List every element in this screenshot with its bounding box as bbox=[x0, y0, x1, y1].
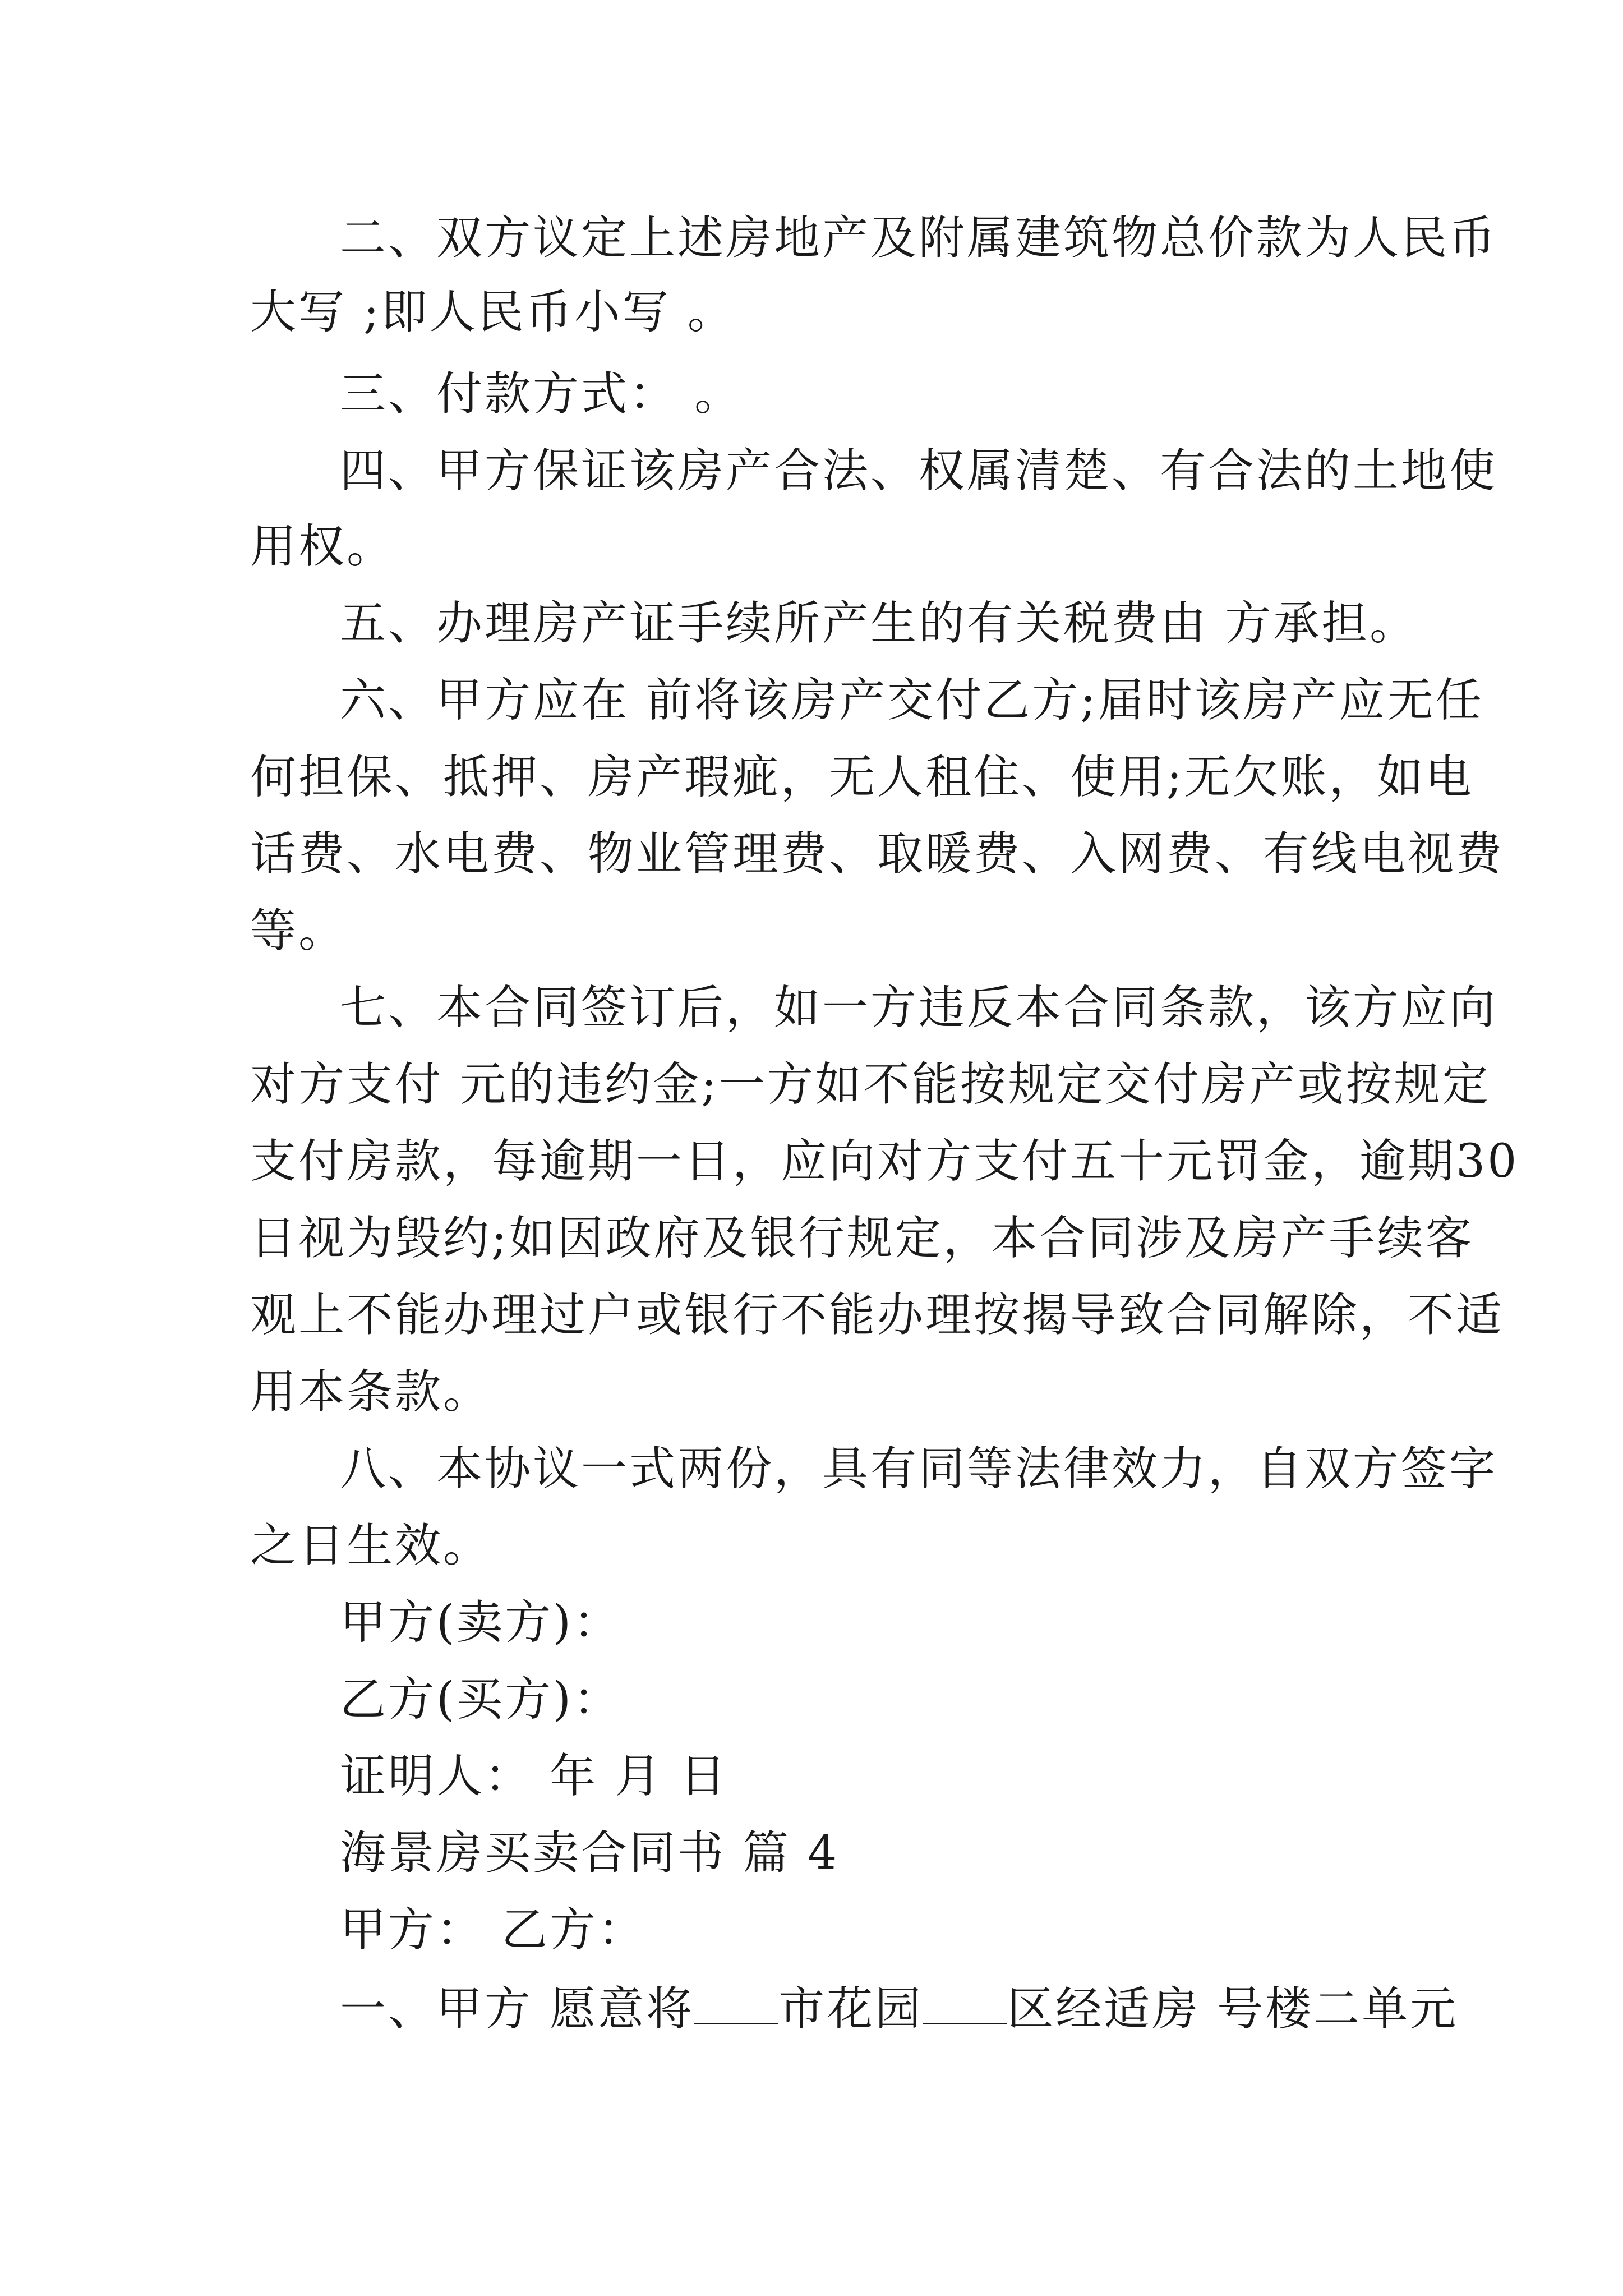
text-line: 支付房款，每逾期一日，应向对方支付五十元罚金，逾期30 bbox=[250, 1135, 1519, 1188]
text-segment: 区经适房 号楼二单元 bbox=[1007, 1982, 1459, 2036]
text-line bbox=[340, 1979, 1458, 2035]
text-line: 等。 bbox=[250, 904, 347, 958]
text-segment: 市花园 bbox=[778, 1982, 924, 2036]
blank-underline bbox=[694, 1979, 778, 2024]
text-line: 何担保、抵押、房产瑕疵，无人租住、使用;无欠账，如电 bbox=[250, 751, 1474, 804]
text-line: 乙方(买方)： bbox=[340, 1673, 621, 1726]
text-line: 六、甲方应在 前将该房产交付乙方;届时该房产应无任 bbox=[340, 674, 1484, 727]
text-line: 证明人： 年 月 日 bbox=[340, 1750, 728, 1803]
text-line: 对方支付 元的违约金;一方如不能按规定交付房产或按规定 bbox=[250, 1058, 1491, 1111]
text-line: 日视为毁约;如因政府及银行规定，本合同涉及房产手续客 bbox=[250, 1212, 1474, 1265]
text-line: 用权。 bbox=[250, 520, 395, 573]
text-line: 四、甲方保证该房产合法、权属清楚、有合法的土地使 bbox=[340, 444, 1498, 498]
text-line: 之日生效。 bbox=[250, 1519, 492, 1572]
text-line: 用本条款。 bbox=[250, 1365, 492, 1419]
text-line: 大写 ;即人民币小写 。 bbox=[250, 286, 736, 339]
text-line: 观上不能办理过户或银行不能办理按揭导致合同解除，不适 bbox=[250, 1289, 1505, 1342]
text-line: 甲方： 乙方： bbox=[340, 1903, 647, 1957]
text-line: 话费、水电费、物业管理费、取暖费、入网费、有线电视费 bbox=[250, 827, 1505, 881]
document-page bbox=[250, 0, 1519, 2296]
text-segment: 一、甲方 愿意将 bbox=[340, 1982, 695, 2036]
blank-underline bbox=[923, 1979, 1007, 2024]
text-line: 五、办理房产证手续所产生的有关税费由 方承担。 bbox=[340, 597, 1418, 650]
text-line: 二、双方议定上述房地产及附属建筑物总价款为人民币 bbox=[340, 211, 1498, 265]
text-line: 甲方(卖方)： bbox=[340, 1596, 621, 1649]
text-line: 七、本合同签订后，如一方违反本合同条款，该方应向 bbox=[340, 981, 1498, 1034]
text-line: 三、付款方式： 。 bbox=[340, 367, 743, 421]
text-line: 八、本协议一式两份，具有同等法律效力，自双方签字 bbox=[340, 1442, 1498, 1496]
section-heading: 海景房买卖合同书 篇 4 bbox=[340, 1826, 840, 1880]
